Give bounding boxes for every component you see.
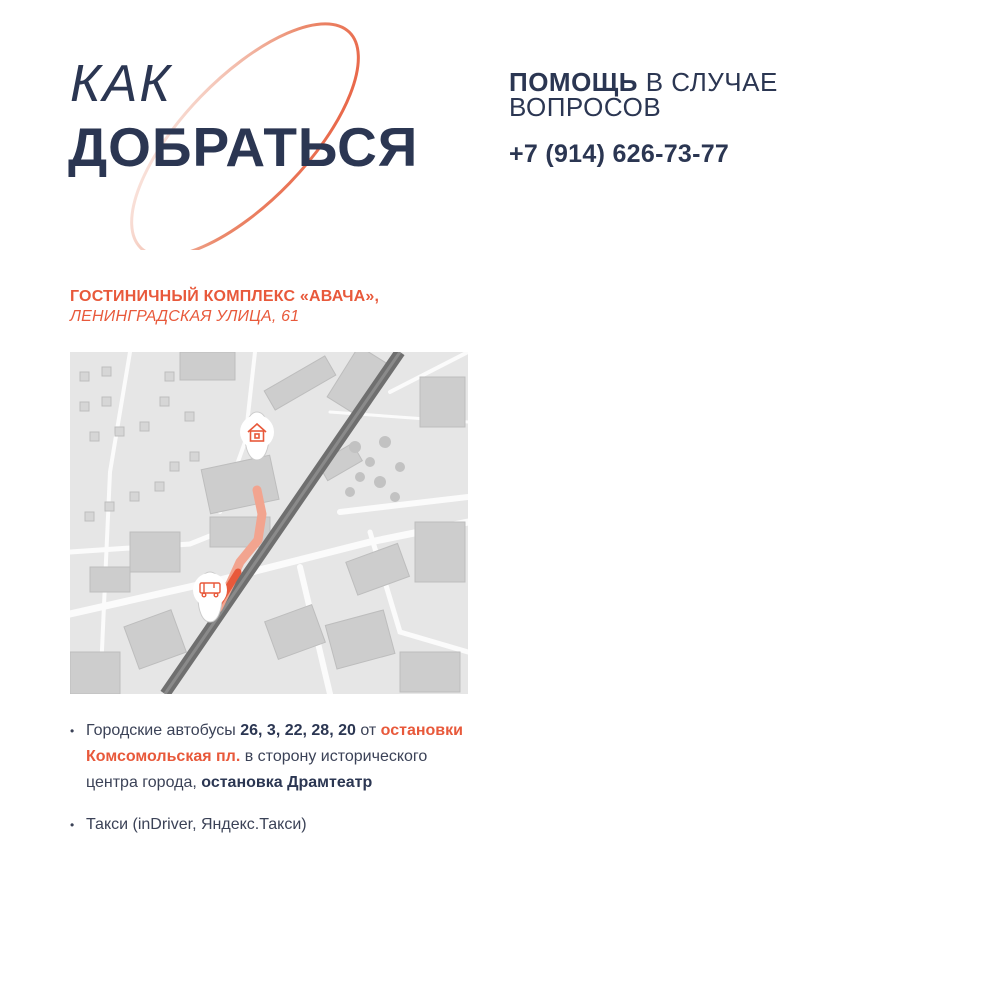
- bus-text: Городские автобусы: [86, 722, 241, 739]
- bullet-icon: •: [70, 724, 75, 738]
- help-title-bold: ПОМОЩЬ: [509, 67, 638, 97]
- list-item-bus: [70, 718, 470, 796]
- page-title-line2: ДОБРАТЬСЯ: [68, 116, 419, 178]
- hotel-address: ЛЕНИНГРАДСКАЯ УЛИЦА, 61: [70, 308, 300, 325]
- bus-routes: 26, 3, 22, 28, 20: [240, 722, 356, 739]
- route-map[interactable]: [70, 352, 468, 694]
- bus-text-direction: в сторону исторического центра города,: [86, 748, 428, 791]
- page-title-line1: КАК: [70, 55, 172, 113]
- bullet-icon: •: [70, 818, 75, 832]
- hotel-name: ГОСТИНИЧНЫЙ КОМПЛЕКС «АВАЧА»,: [70, 288, 380, 305]
- list-item-taxi: [70, 812, 470, 838]
- bus-text-from: от: [355, 722, 381, 739]
- directions-list: [70, 718, 470, 854]
- map-canvas: [70, 352, 468, 694]
- help-title-line2: ВОПРОСОВ: [509, 92, 662, 122]
- phone-link[interactable]: +7 (914) 626-73-77: [509, 140, 730, 168]
- help-title: [509, 67, 778, 122]
- arrival-stop: остановка Драмтеатр: [201, 774, 373, 791]
- departure-stop: остановки Комсомольская пл.: [86, 722, 463, 765]
- taxi-text: Такси (inDriver, Яндекс.Такси): [86, 816, 307, 833]
- help-title-rest: В СЛУЧАЕ: [645, 67, 778, 97]
